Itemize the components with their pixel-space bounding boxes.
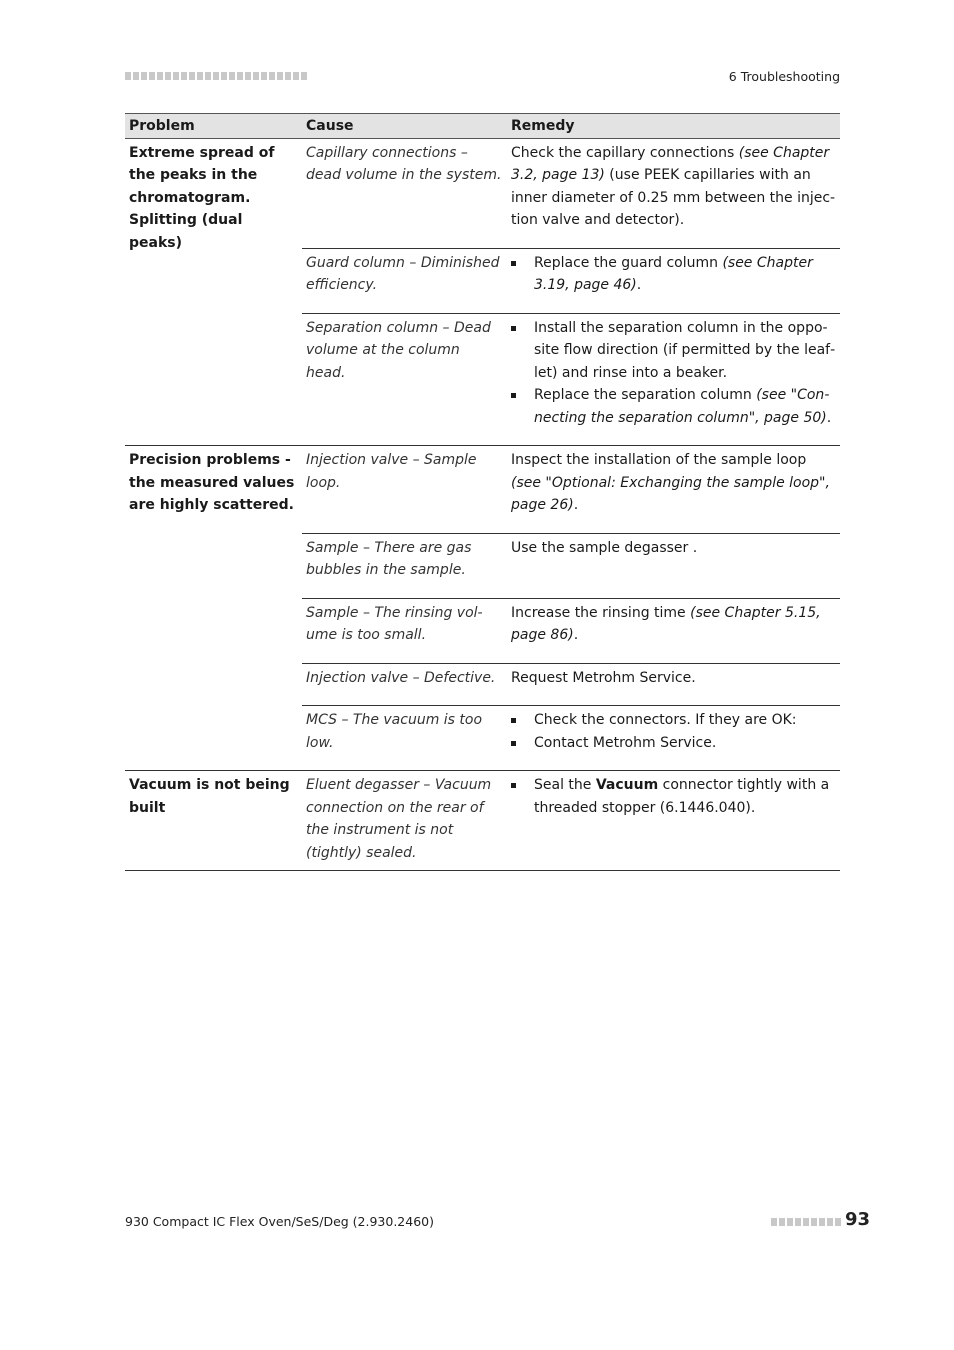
remedy-cell: Check the capillary connections (see Chapter 3.2, page 13) (use PEEK capillaries with an inner diameter of 0.25 mm between the injection valve and detector). xyxy=(507,138,840,248)
cause-cell: Injection valve – Sample loop. xyxy=(302,446,507,534)
table-row xyxy=(125,446,840,534)
cross-reference: (see Chapter 3.19, page 46) xyxy=(534,254,813,293)
cause-cell: Capillary connections – dead volume in the system. xyxy=(302,138,507,248)
page-number: 93 xyxy=(845,1209,871,1230)
header-section-title: 6 Troubleshooting xyxy=(728,69,840,84)
remedy-cell xyxy=(507,771,840,871)
problem-cell: Precision problems - the measured values are highly scattered. xyxy=(125,446,302,771)
cause-cell: Guard column – Diminished efficiency. xyxy=(302,248,507,313)
header-decoration-dots xyxy=(125,72,307,80)
remedy-cell xyxy=(507,313,840,446)
cause-cell: Sample – There are gas bubbles in the sample. xyxy=(302,533,507,598)
list-item: Replace the guard column (see Chapter 3.19, page 46). xyxy=(511,252,836,297)
column-header-remedy: Remedy xyxy=(507,114,840,139)
list-item: Replace the separation column (see "Connecting the separation column", page 50). xyxy=(511,384,836,429)
list-item: Seal the Vacuum connector tightly with a threaded stopper (6.1446.040). xyxy=(511,774,836,819)
table-header-row xyxy=(125,114,840,139)
remedy-cell xyxy=(507,248,840,313)
cause-cell: Separation column – Dead volume at the column head. xyxy=(302,313,507,446)
list-item: Contact Metrohm Service. xyxy=(511,732,836,755)
cross-reference: (see Chapter 3.2, page 13) xyxy=(511,144,830,183)
column-header-cause: Cause xyxy=(302,114,507,139)
list-item: Check the connectors. If they are OK: xyxy=(511,709,836,732)
table-row xyxy=(125,771,840,871)
cause-cell: Sample – The rinsing volume is too small. xyxy=(302,598,507,663)
cause-cell: Eluent degasser – Vacuum connection on the rear of the instrument is not (tightly) sealed. xyxy=(302,771,507,871)
cross-reference: (see Chapter 5.15, page 86) xyxy=(511,604,821,643)
remedy-cell: Inspect the installation of the sample loop (see "Optional: Exchanging the sample loop", page 26). xyxy=(507,446,840,534)
cause-cell: Injection valve – Defective. xyxy=(302,663,507,706)
problem-cell: Extreme spread of the peaks in the chromatogram. Splitting (dual peaks) xyxy=(125,138,302,446)
cause-cell: MCS – The vacuum is too low. xyxy=(302,706,507,771)
remedy-cell: Use the sample degasser . xyxy=(507,533,840,598)
footer-decoration-dots xyxy=(771,1218,841,1226)
remedy-cell xyxy=(507,706,840,771)
remedy-cell: Request Metrohm Service. xyxy=(507,663,840,706)
remedy-cell: Increase the rinsing time (see Chapter 5.15, page 86). xyxy=(507,598,840,663)
table-row xyxy=(125,138,840,248)
connector-name: Vacuum xyxy=(595,777,659,793)
cross-reference: (see "Optional: Exchanging the sample loop", page 26) xyxy=(511,474,830,513)
footer-product-name: 930 Compact IC Flex Oven/SeS/Deg (2.930.2460) xyxy=(125,1214,434,1229)
troubleshooting-table xyxy=(125,113,840,871)
list-item: Install the separation column in the opposite flow direction (if permitted by the leaflet) and rinse into a beaker. xyxy=(511,317,836,385)
problem-cell: Vacuum is not being built xyxy=(125,771,302,871)
cross-reference: (see "Connecting the separation column", page 50) xyxy=(534,387,830,426)
column-header-problem: Problem xyxy=(125,114,302,139)
